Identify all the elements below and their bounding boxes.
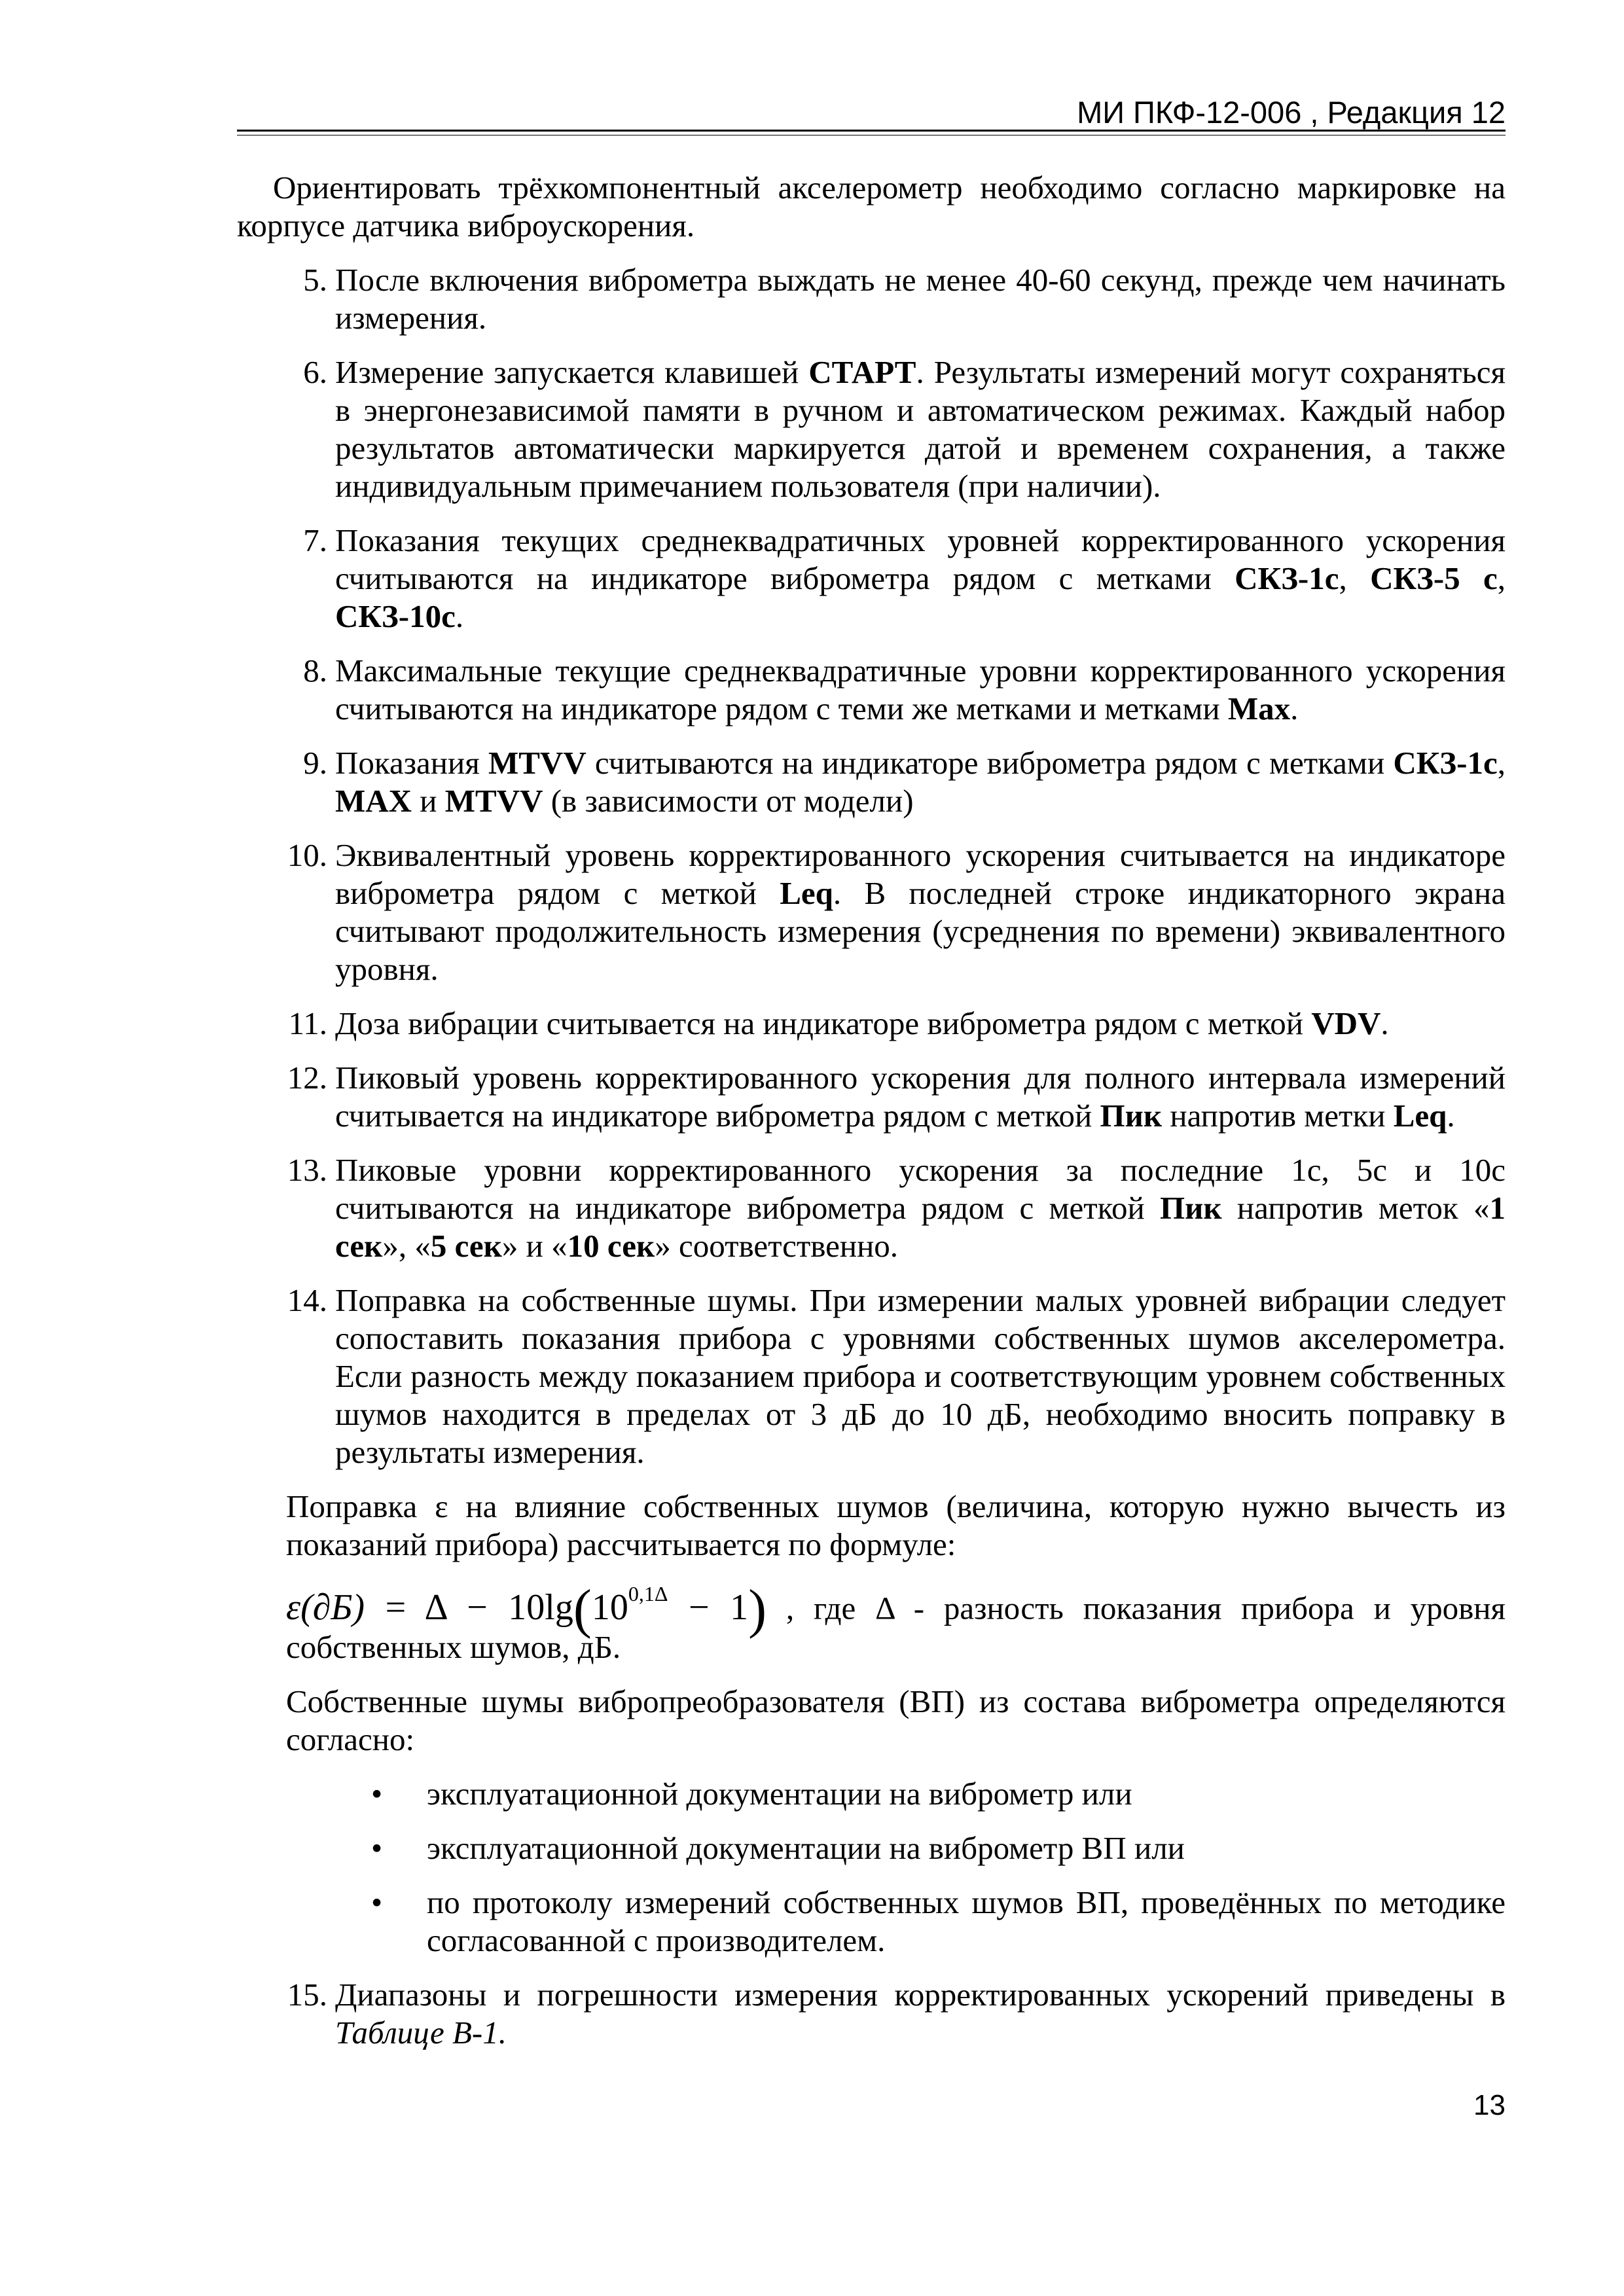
item-text: Доза вибрации считывается на индикаторе виброметра рядом с меткой [335,1005,1312,1041]
formula-base: 10 [591,1587,628,1628]
formula-equals: = Δ − 10lg [365,1587,573,1628]
item-text: , [1497,560,1506,596]
item-text: Измерение запускается клавишей [335,354,809,390]
bold-term: Leq [780,875,833,911]
item-text: » соответственно. [655,1228,899,1264]
list-item-12 [237,1059,1506,1135]
bold-term: Leq [1393,1098,1447,1134]
intro-paragraph: Ориентировать трёхкомпонентный акселерометр необходимо согласно маркировке на корпусе датчика виброускорения. [237,170,1506,243]
bold-term: Пик [1160,1190,1222,1226]
item-number: 14. [287,1282,327,1318]
bold-term: 5 сек [430,1228,502,1264]
header-rule-thick [237,130,1506,132]
item-text: . [1290,691,1299,726]
list-item-13 [237,1151,1506,1265]
list-item-5 [237,261,1506,337]
formula-paren-open: ( [573,1578,592,1640]
item-number: 9. [303,745,327,781]
formula-minus-one: − 1 [668,1587,749,1628]
item-number: 15. [287,1976,327,2013]
item-text: После включения виброметра выждать не менее 40-60 секунд, прежде чем начинать измерения. [335,262,1506,336]
item-text: напротив метки [1162,1098,1394,1134]
item-text: » и « [501,1228,568,1264]
list-item-7 [237,522,1506,636]
formula-unit: (∂Б) [300,1587,365,1628]
item-text: . [1380,1005,1389,1041]
item-number: 12. [287,1060,327,1096]
item-number: 6. [303,354,327,390]
bold-term: VDV [1311,1005,1381,1041]
item-text: Диапазоны и погрешности измерения корректированных ускорений приведены в [335,1976,1506,2013]
bold-term: Пик [1100,1098,1163,1134]
item-text: , [1497,745,1506,781]
bullet-item [237,1775,1506,1813]
item-text: напротив меток « [1221,1190,1490,1226]
item-text: Пиковый уровень корректированного ускорения для полного интервала измерений считывается на индикаторе виброметра рядом с меткой [335,1060,1506,1134]
page-number: 13 [1473,2089,1506,2121]
bullet-icon: • [371,1775,383,1812]
list-item-9 [237,744,1506,820]
list-item-6 [237,353,1506,505]
bullet-text: эксплуатационной документации на виброметр или [427,1775,1132,1812]
item-number: 5. [303,262,327,298]
item-text: (в зависимости от модели) [543,783,914,819]
item-number: 11. [288,1005,327,1041]
item-text: Поправка на собственные шумы. При измерении малых уровней вибрации следует сопоставить показания прибора с уровнями собственных шумов акселерометра. Если разность между показанием прибора и соответствующим уровнем собственных шумов находится в пределах от 3 дБ до 10 дБ, необходимо вносить поправку в результаты измерения. [335,1282,1506,1470]
item-text: , [1339,560,1371,596]
item-number: 7. [303,522,327,558]
document-body [237,169,1506,2068]
correction-formula [286,1578,767,1640]
bold-term: Max [1227,691,1291,726]
list-item-14 [237,1282,1506,1471]
bold-term: СКЗ-1с [1235,560,1339,596]
item-number: 13. [287,1152,327,1188]
bold-term: 1 сек [335,1190,1506,1264]
key-label-start: СТАРТ [808,354,916,390]
list-item-8 [237,652,1506,728]
formula-epsilon: ε [286,1587,301,1628]
bullet-item [237,1884,1506,1960]
correction-paragraph: Поправка ε на влияние собственных шумов (величина, которую нужно вычесть из показаний прибора) рассчитывается по формуле: [286,1488,1506,1562]
bullet-item [237,1829,1506,1867]
item-text: считываются на индикаторе виброметра рядом с метками [586,745,1394,781]
bullet-text: эксплуатационной документации на виброметр ВП или [427,1829,1185,1866]
bold-term: СКЗ-1с [1393,745,1498,781]
list-item-15 [237,1976,1506,2052]
header-doc-id: МИ ПКФ-12-006 , Редакция 12 [1077,95,1506,130]
formula-paren-close: ) [748,1578,767,1640]
list-item-10 [237,836,1506,988]
bold-term: MTVV [444,783,543,819]
bullet-icon: • [371,1829,383,1866]
list-item-11 [237,1005,1506,1043]
table-reference: Таблице В-1. [335,2014,507,2051]
item-text: . В последней строке индикаторного экрана считывают продолжительность измерения (усреднения по времени) эквивалентного уровня. [335,875,1506,987]
item-text: Показания [335,745,488,781]
formula-line [286,1580,1506,1666]
bullet-text: по протоколу измерений собственных шумов ВП, проведённых по методике согласованной с производителем. [427,1884,1506,1958]
item-text: . [455,598,464,634]
noise-paragraph: Собственные шумы вибропреобразователя (ВП) из состава виброметра определяются согласно: [286,1683,1506,1757]
bold-term: СКЗ-5 с [1370,560,1498,596]
item-text: и [412,783,445,819]
item-text: Показания текущих среднеквадратичных уровней корректированного ускорения считываются на индикаторе виброметра рядом с метками [335,522,1506,596]
bold-term: 10 сек [567,1228,655,1264]
item-text: . [1447,1098,1455,1134]
formula-explanation: , где Δ - разность показания прибора и уровня собственных шумов, дБ. [286,1590,1506,1665]
item-text: . Результаты измерений могут сохраняться в энергонезависимой памяти в ручном и автоматическом режимах. Каждый набор результатов автоматически маркируется датой и временем сохранения, а также индивидуальным примечанием пользователя (при наличии). [335,354,1506,504]
bold-term: СКЗ-10с [335,598,456,634]
item-number: 10. [287,837,327,873]
item-text: », « [382,1228,431,1264]
item-text: Пиковые уровни корректированного ускорения за последние 1с, 5с и 10с считываются на индикаторе виброметра рядом с меткой [335,1152,1506,1226]
item-text: Эквивалентный уровень корректированного ускорения считывается на индикаторе виброметра рядом с меткой [335,837,1506,911]
bold-term: MAX [335,783,412,819]
bold-term: MTVV [488,745,586,781]
formula-exponent: 0,1Δ [628,1582,668,1605]
item-number: 8. [303,653,327,689]
item-text: Максимальные текущие среднеквадратичные уровни корректированного ускорения считываются на индикаторе рядом с теми же метками и метками [335,653,1506,726]
bullet-icon: • [371,1884,383,1920]
